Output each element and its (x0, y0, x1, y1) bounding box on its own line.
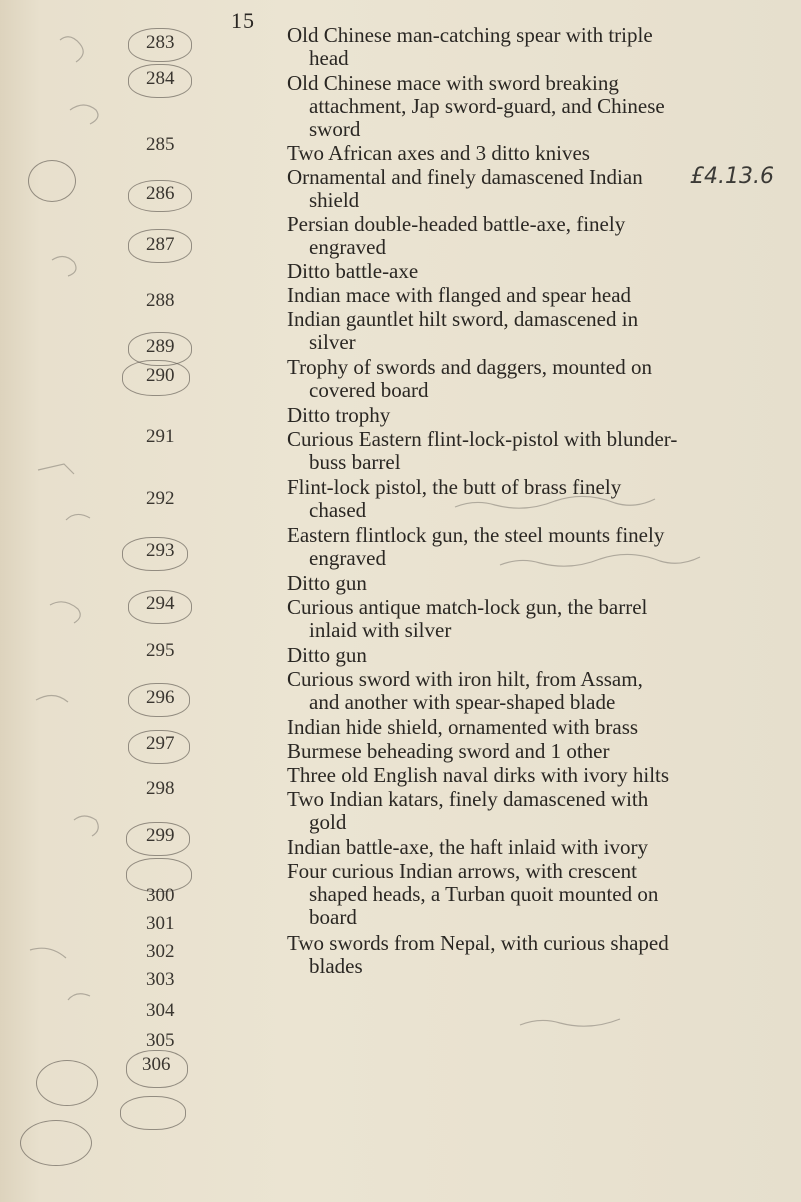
lot-description: Ditto gun (287, 571, 367, 595)
lot-description: Old Chinese man-catching spear with triple head (287, 23, 653, 70)
lot-number: 283 (146, 32, 175, 53)
lot-number: 288 (146, 290, 175, 311)
lot-description: Two Indian katars, finely damascened with gold (287, 787, 649, 834)
lot-number: 298 (146, 778, 175, 799)
pencil-scribble (455, 496, 655, 508)
pencil-scribble (70, 105, 98, 124)
pencil-scribble (50, 602, 80, 623)
lot-number: 304 (146, 1000, 175, 1021)
lot-description: Persian double-headed battle-axe, finely engraved (287, 212, 626, 259)
lot-number: 301 (146, 913, 175, 934)
pencil-scribble (52, 256, 76, 276)
lot-number: 295 (146, 640, 175, 661)
lot-description: Curious Eastern flint-lock-pistol with blunder- buss barrel (287, 427, 678, 474)
pencil-scribble (60, 37, 83, 62)
lot-number: 296 (146, 687, 175, 708)
lot-description: Two swords from Nepal, with curious shaped blades (287, 931, 669, 978)
lot-description: Indian hide shield, ornamented with brass (287, 715, 639, 739)
lot-number: 303 (146, 969, 175, 990)
handwritten-price: £4.13.6 (690, 164, 774, 189)
lot-number: 285 (146, 134, 175, 155)
lot-number: 306 (142, 1054, 171, 1075)
lot-description: Ditto trophy (287, 403, 391, 427)
pencil-scribble (74, 816, 98, 836)
lot-number: 291 (146, 426, 175, 447)
lot-description: Old Chinese mace with sword breaking attachment, Jap sword-guard, and Chinese sword (287, 71, 665, 141)
lot-description: Burmese beheading sword and 1 other (287, 739, 610, 763)
lot-description: Eastern flintlock gun, the steel mounts finely engraved (287, 523, 665, 570)
lot-description: Trophy of swords and daggers, mounted on covered board (287, 355, 652, 402)
lot-number: 297 (146, 733, 175, 754)
pencil-scribble (36, 695, 68, 702)
lot-description: Ditto battle-axe (287, 259, 419, 283)
pencil-scribble (68, 994, 90, 1000)
lot-number: 305 (146, 1030, 175, 1051)
lot-description: Curious sword with iron hilt, from Assam, and another with spear-shaped blade (287, 667, 643, 714)
lot-description: Indian mace with flanged and spear head (287, 283, 632, 307)
lot-number: 294 (146, 593, 175, 614)
lot-number: 289 (146, 336, 175, 357)
lot-description: Indian gauntlet hilt sword, damascened in silver (287, 307, 639, 354)
lot-description: Indian battle-axe, the haft inlaid with ivory (287, 835, 648, 859)
lot-number: 287 (146, 234, 175, 255)
lot-number: 302 (146, 941, 175, 962)
lot-number: 290 (146, 365, 175, 386)
pencil-scribble (520, 1019, 620, 1026)
lot-description: Ornamental and finely damascened Indian shield (287, 165, 643, 212)
lot-number: 293 (146, 540, 175, 561)
lot-description: Two African axes and 3 ditto knives (287, 141, 590, 165)
lot-number: 292 (146, 488, 175, 509)
page-number: 15 (231, 8, 255, 33)
lot-description: Ditto gun (287, 643, 367, 667)
lot-number: 284 (146, 68, 175, 89)
lot-description: Flint-lock pistol, the butt of brass finely chased (287, 475, 622, 522)
lot-number: 300 (146, 885, 175, 906)
lot-number: 286 (146, 183, 175, 204)
pencil-scribble (66, 514, 90, 520)
pencil-scribble (38, 464, 74, 474)
lot-description: Curious antique match-lock gun, the barrel inlaid with silver (287, 595, 648, 642)
lot-description: Three old English naval dirks with ivory hilts (287, 763, 670, 787)
pencil-scribble (30, 948, 66, 958)
pencil-scribble (500, 554, 700, 566)
lot-number: 299 (146, 825, 175, 846)
lot-description: Four curious Indian arrows, with crescent shaped heads, a Turban quoit mounted on board (287, 859, 659, 929)
